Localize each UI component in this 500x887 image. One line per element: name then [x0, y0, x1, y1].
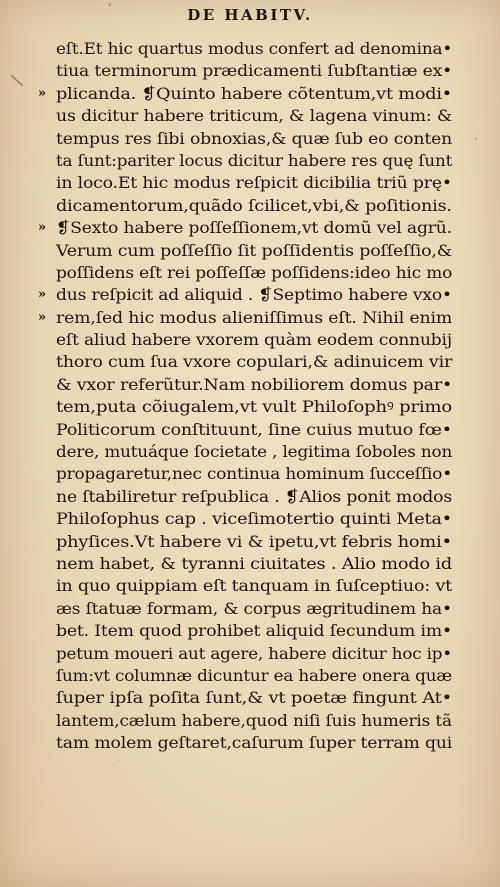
line-text: ſum:vt columnæ dicuntur ea habere onera quæ: [56, 665, 452, 685]
line-text: æs ſtatuæ formam, & corpus ægritudinem ha•: [56, 598, 452, 618]
text-line: [56, 329, 452, 351]
text-line: [56, 60, 452, 82]
text-line: [56, 419, 452, 441]
margin-quote-mark: »: [38, 85, 46, 101]
line-text: dus reſpicit ad aliquid . ❡Septimo habere vxo•: [56, 285, 452, 305]
text-line: [56, 105, 452, 127]
line-text: in quo quippiam eſt tanquam in ſuſceptiuo: vt: [56, 576, 453, 596]
text-line: [56, 463, 452, 485]
line-text: bet. Item quod prohibet aliquid ſecundum im•: [56, 621, 453, 641]
text-line: [56, 687, 452, 709]
line-text: ta ſunt:pariter locus dicitur habere res quę ſunt: [56, 150, 453, 170]
running-head: DE HABITV.: [187, 6, 313, 24]
text-line: [38, 307, 453, 329]
line-text: & vxor referũtur.Nam nobiliorem domus par•: [56, 374, 453, 394]
line-text: petum moueri aut agere, habere dicitur hoc ip•: [56, 643, 453, 663]
margin-quote-mark: »: [38, 287, 46, 303]
page-smudge: · · · ·: [78, 754, 124, 767]
line-text: us dicitur habere triticum, & lagena vinum: &: [56, 106, 453, 126]
text-line: [56, 486, 452, 508]
text-line: [38, 83, 453, 105]
line-text: plicanda. ❡Quinto habere cõtentum,vt modi•: [56, 83, 453, 103]
text-line: [56, 172, 452, 194]
line-text: nem habet, & tyranni ciuitates . Alio modo id: [56, 553, 453, 573]
line-text: eſt.Et hic quartus modus confert ad denomina•: [56, 39, 453, 58]
body-text: [38, 38, 453, 755]
line-text: rem,ſed hic modus alieniſſimus eſt. Nihil enim: [56, 307, 453, 327]
line-text: in loco.Et hic modus reſpicit dicibilia triũ prę•: [56, 173, 452, 193]
margin-pencil-mark: /: [6, 73, 28, 88]
line-text: lantem,cælum habere,quod niſi ſuis humeris tã: [56, 710, 452, 730]
text-line: [56, 732, 452, 754]
text-line: [56, 150, 452, 172]
line-text: tam molem geſtaret,caſurum ſuper terram qui: [56, 733, 453, 753]
line-text: thoro cum ſua vxore copulari,& adinuicem vir: [56, 352, 453, 372]
text-line: [56, 195, 452, 217]
text-line: [56, 598, 452, 620]
line-text: propagaretur,nec continua hominum ſucceſſio•: [56, 464, 453, 484]
line-text: dicamentorum,quãdo ſcilicet,vbi,& poſitionis.: [56, 195, 452, 215]
text-line: [56, 620, 452, 642]
text-line: [38, 284, 452, 306]
line-text: ❡Sexto habere poſſeſſionem,vt domũ vel agrũ.: [56, 218, 452, 238]
text-line: [56, 240, 452, 262]
text-line: [56, 374, 452, 396]
line-text: dere, mutuáque ſocietate , legitima ſoboles non: [56, 442, 453, 462]
line-text: ſuper ipſa poſita ſunt,& vt poetæ fingunt At•: [56, 688, 453, 708]
line-text: phyſices.Vt habere vi & ipetu,vt febris homi•: [56, 531, 452, 551]
margin-quote-mark: »: [38, 309, 46, 325]
text-line: [56, 508, 452, 530]
text-line: [56, 351, 452, 373]
line-text: tempus res ſibi obnoxias,& quæ ſub eo conten: [56, 128, 453, 148]
margin-ink-mark: ·: [474, 132, 478, 146]
text-line: [56, 553, 452, 575]
text-line: [56, 262, 452, 284]
text-line: [56, 128, 452, 150]
margin-quote-mark: »: [38, 220, 46, 236]
text-line: [56, 643, 452, 665]
line-text: ne ſtabiliretur reſpublica . ❡Alios ponit modos: [56, 486, 453, 506]
text-line: [56, 710, 452, 732]
text-line: [56, 665, 452, 687]
line-text: tiua terminorum prædicamenti ſubſtantiæ ex•: [56, 61, 453, 81]
line-text: poſſidens eſt rei poſſeſſæ poſſidens:ideo hic mo: [56, 262, 453, 282]
text-line: [56, 575, 452, 597]
line-text: Philoſophus cap . viceſimotertio quinti Meta•: [56, 509, 452, 529]
text-line: [56, 441, 452, 463]
text-line: [56, 531, 452, 553]
line-text: Politicorum conſtituunt, ſine cuius mutuo fœ•: [56, 419, 452, 439]
text-line: [56, 396, 452, 418]
line-text: Verum cum poſſeſſio ſit poſſidentis poſſeſſio,&: [56, 240, 453, 260]
line-text: eſt aliud habere vxorem quàm eodem connubij: [56, 330, 452, 350]
text-line: [38, 217, 452, 239]
line-text: tem,puta cõiugalem,vt vult Philoſophꝰ primo: [56, 397, 452, 417]
text-line: [56, 38, 452, 60]
top-margin-mark: ᵛ: [108, 2, 112, 13]
